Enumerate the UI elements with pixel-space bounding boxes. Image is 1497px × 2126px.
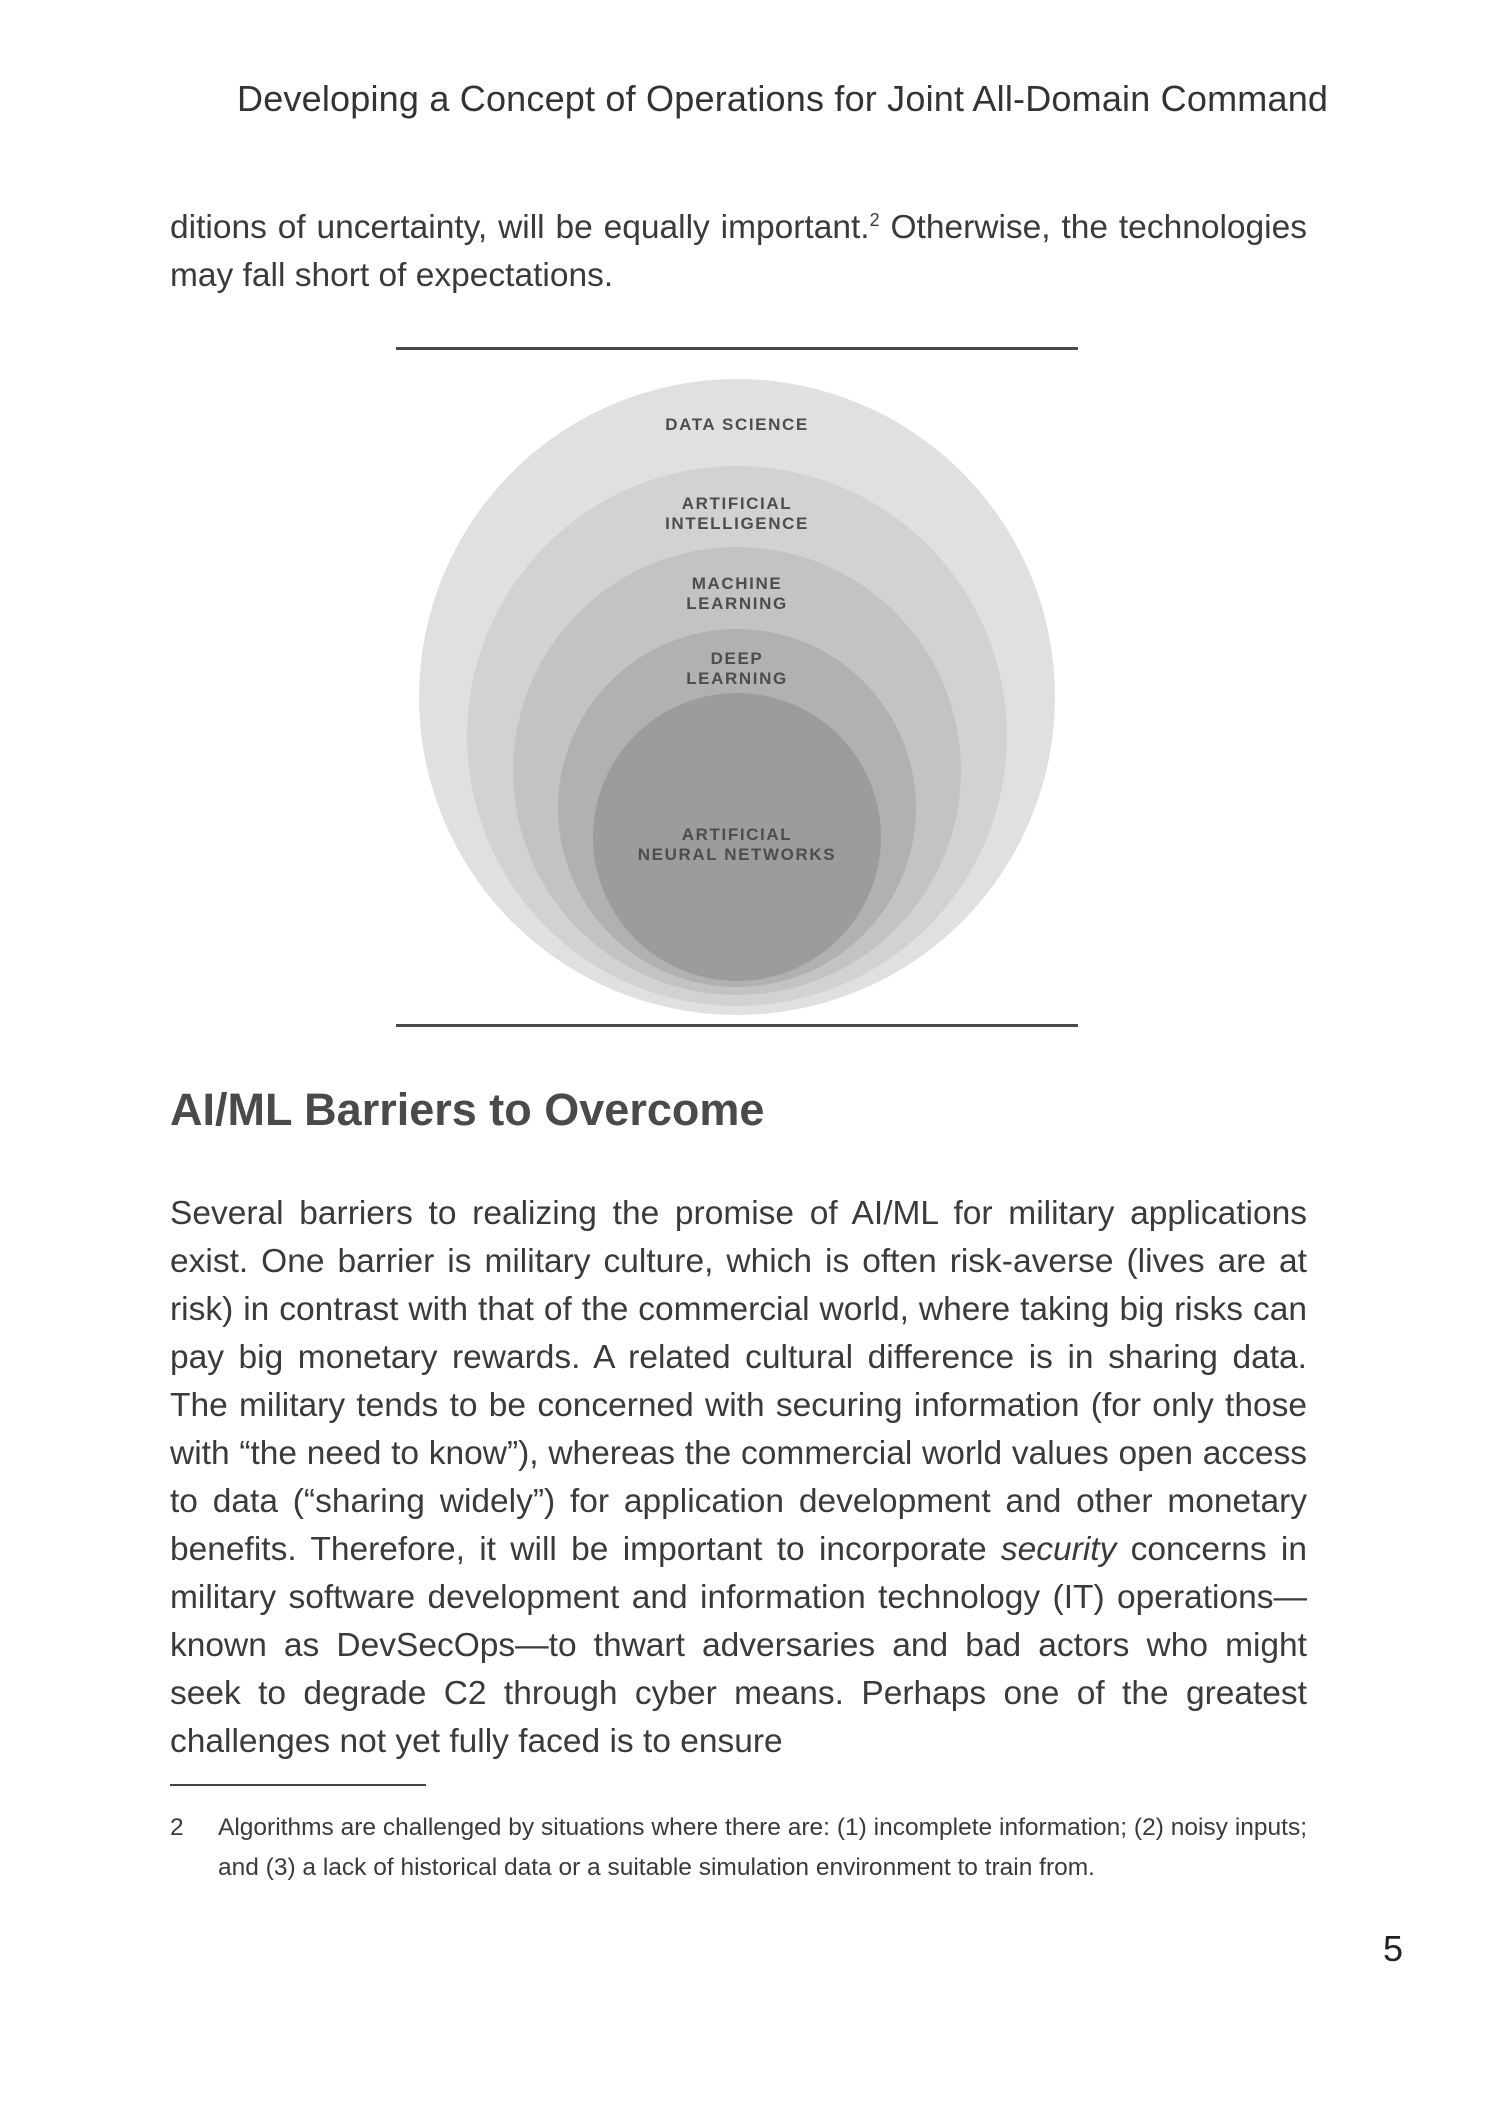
label-artificial-intelligence-2: INTELLIGENCE bbox=[665, 514, 809, 533]
footnote-reference[interactable]: 2 bbox=[869, 209, 880, 230]
label-artificial-intelligence-1: ARTIFICIAL bbox=[681, 494, 793, 513]
label-neural-networks-1: ARTIFICIAL bbox=[681, 825, 793, 844]
paragraph-text: Several barriers to realizing the promise of AI/ML for military applications exist. One barrier is military culture, which is often risk-averse (lives are at risk) in contrast with that of the commercial world, where taking big risks can pay big monetary rewards. A related cultural difference is in sharing data. The military tends to be concerned with securing information (for only those with “the need to know”), whereas the commercial world values open access to data (“sharing widely”) for application development and other monetary benefits. Therefore, it will be important to incorporate bbox=[170, 1195, 1307, 1568]
footnote-separator bbox=[170, 1784, 426, 1786]
section-heading: AI/ML Barriers to Overcome bbox=[170, 1084, 765, 1135]
figure-bottom-rule bbox=[396, 1024, 1078, 1027]
footnote-number: 2 bbox=[170, 1814, 184, 1841]
footnote-text: Algorithms are challenged by situations where there are: (1) incomplete information; (2) noisy inputs; and (3) a lack of historical data or a suitable simulation environment to train from. bbox=[218, 1814, 1307, 1881]
page-number: 5 bbox=[1383, 1928, 1404, 1969]
paragraph-text: ditions of uncertainty, will be equally important. bbox=[170, 209, 870, 246]
label-data-science: DATA SCIENCE bbox=[665, 415, 809, 434]
label-deep-learning-2: LEARNING bbox=[686, 669, 788, 688]
label-neural-networks-2: NEURAL NETWORKS bbox=[637, 845, 837, 864]
nested-fields-diagram bbox=[396, 352, 1078, 1022]
label-deep-learning-1: DEEP bbox=[710, 649, 764, 668]
paragraph-continuation bbox=[170, 204, 1307, 300]
paragraph-text: concerns in military software development and information technology (IT) operations—known as DevSecOps—to thwart adversaries and bad actors who might seek to degrade C2 through cyber means. Perhaps one of the greatest challenges not yet fully faced is to ensure bbox=[170, 1531, 1307, 1760]
paragraph-text: Otherwise, the technologies may fall short of expectations. bbox=[170, 209, 1307, 294]
body-paragraph bbox=[170, 1190, 1307, 1766]
running-head: Developing a Concept of Operations for Joint All-Domain Command bbox=[237, 78, 1329, 119]
emphasized-word: security bbox=[1000, 1531, 1117, 1568]
figure-top-rule bbox=[396, 347, 1078, 350]
label-machine-learning-2: LEARNING bbox=[686, 594, 788, 613]
label-machine-learning-1: MACHINE bbox=[691, 574, 783, 593]
